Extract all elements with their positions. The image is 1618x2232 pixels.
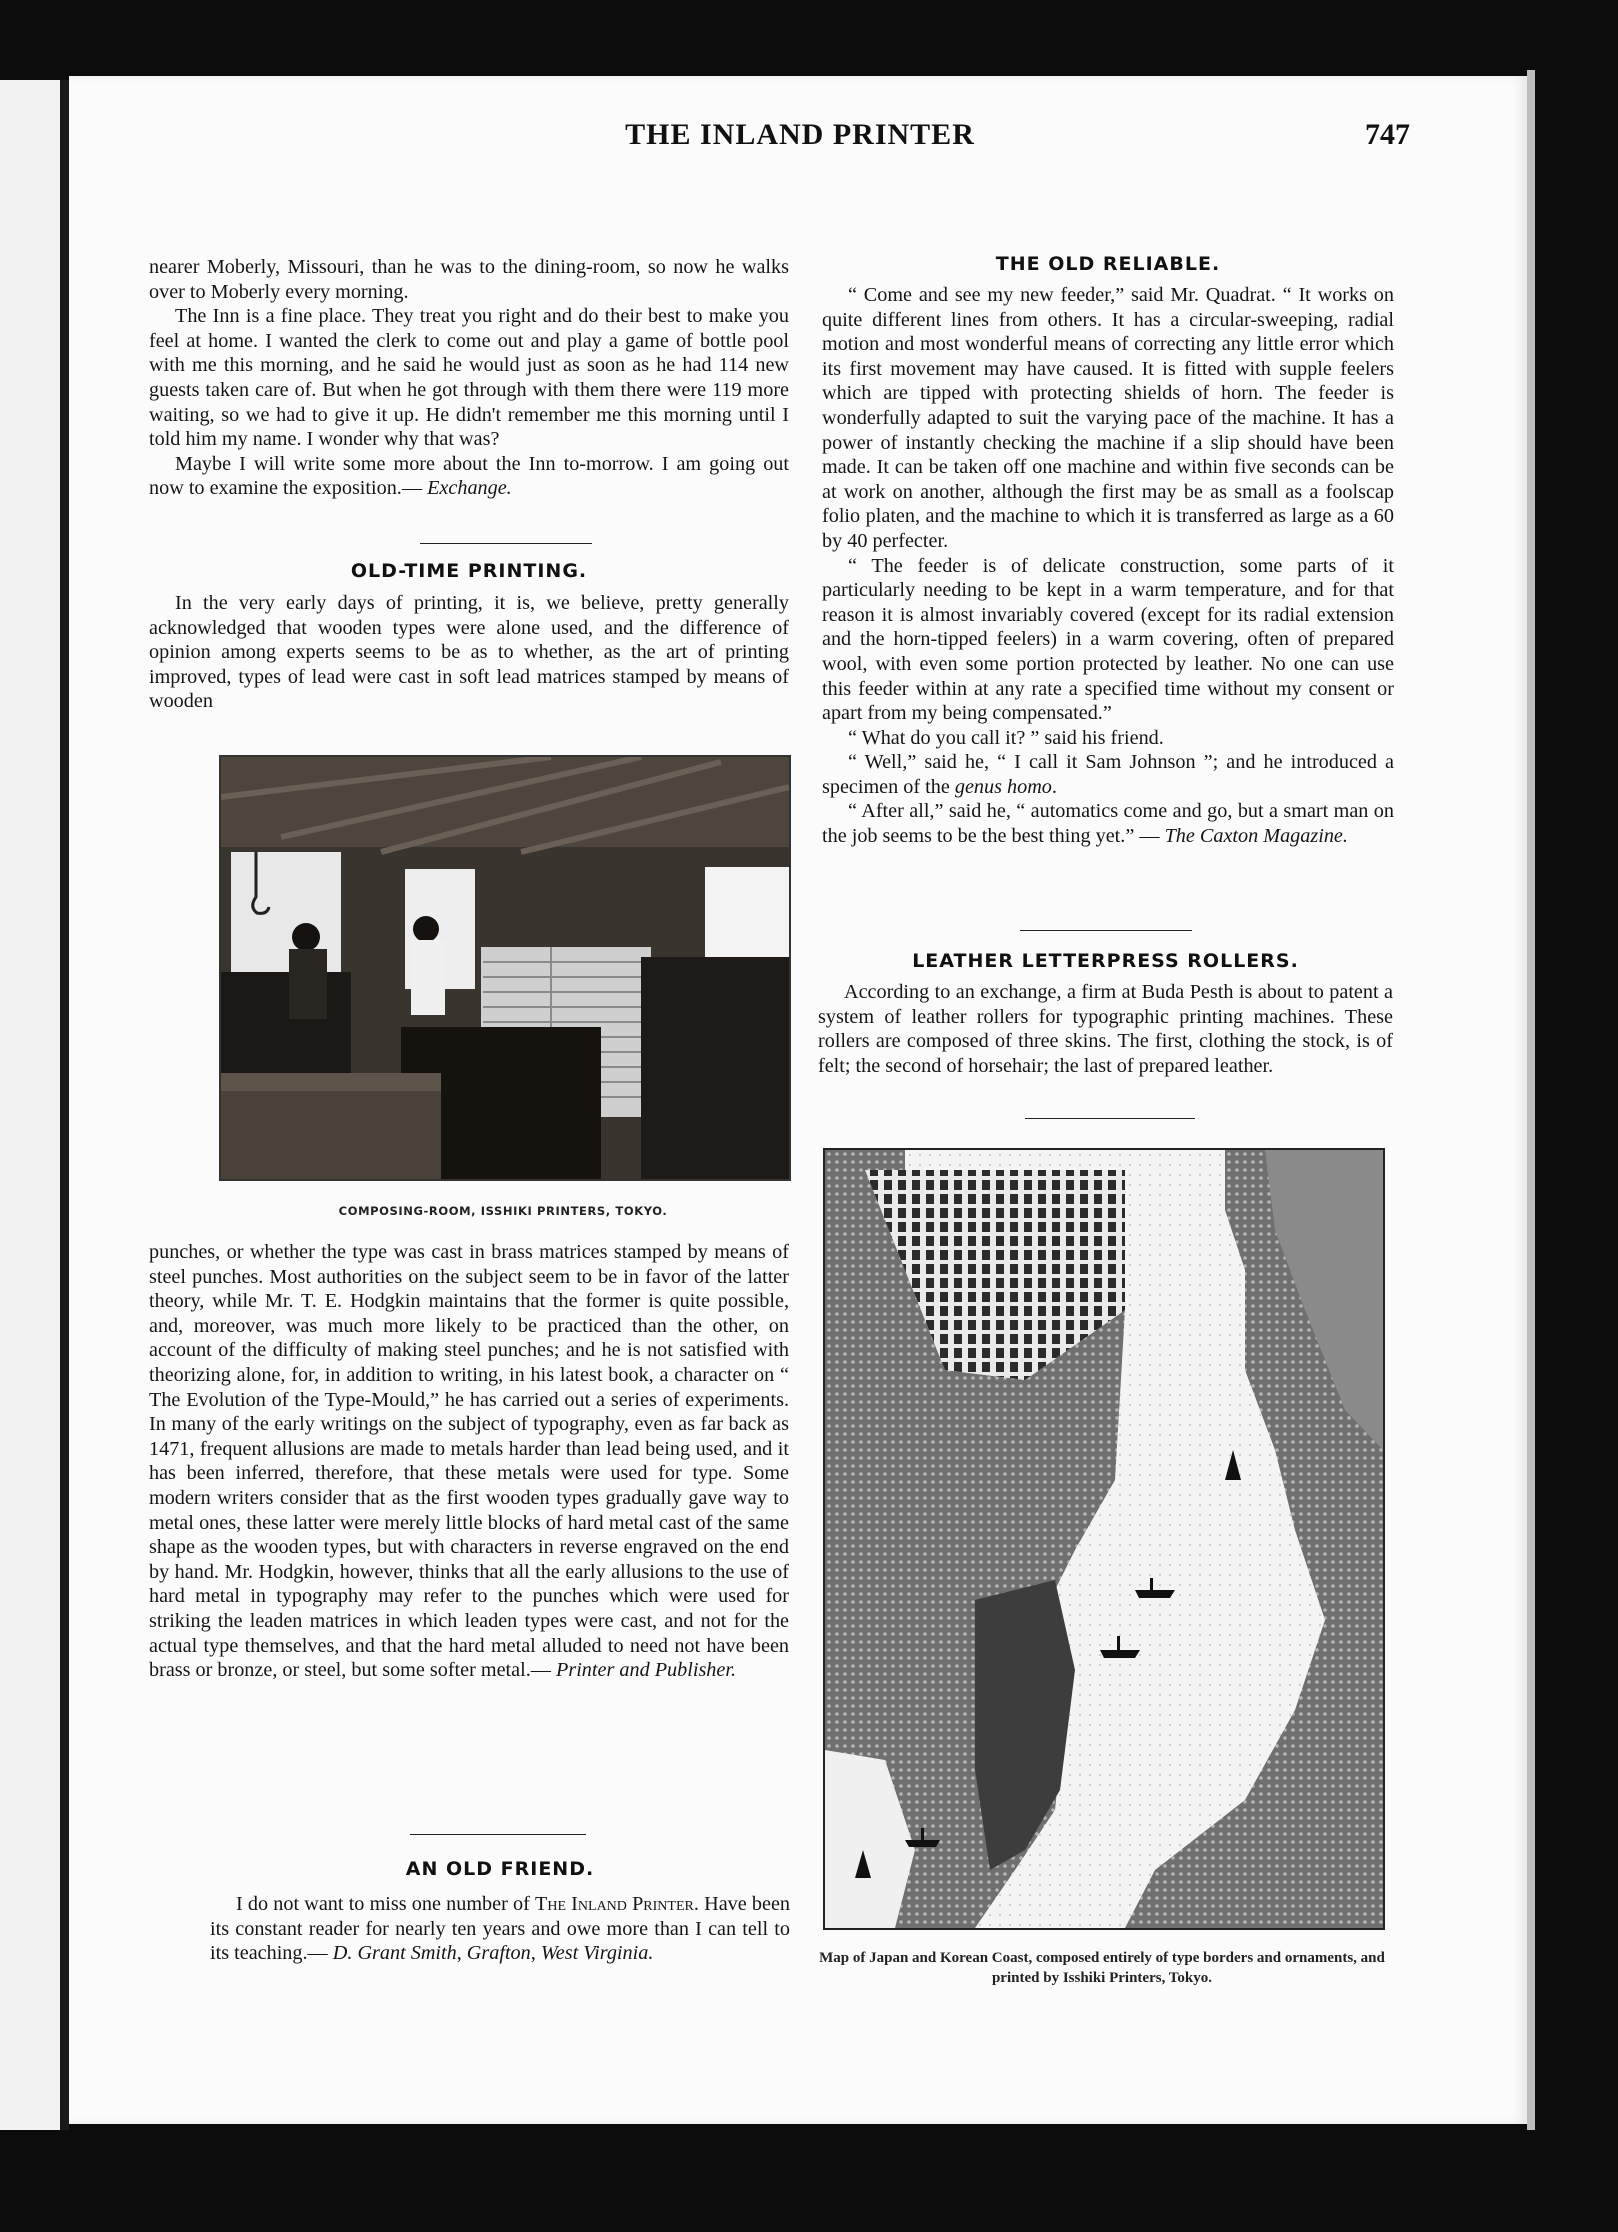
inn-source: Exchange. [427,477,512,500]
old-reliable-paragraph-5: “ After all,” said he, “ automatics come and go, but a smart man on the job seems to be the best thing yet.” — The Caxton Magazine. [822,800,1394,848]
type-ornament-map [823,1148,1385,1930]
inn-paragraph-3: Maybe I will write some more about the Inn to-morrow. I am going out now to examine the exposition.— Exchange. [149,452,789,500]
leather-rollers-section [818,950,1393,1078]
section-divider [1025,1118,1195,1119]
photo-caption: COMPOSING-ROOM, ISSHIKI PRINTERS, TOKYO. [338,1204,668,1218]
section-divider [420,543,592,544]
adjacent-page-edge [0,80,60,2130]
inn-paragraph-2: The Inn is a fine place. They treat you right and do their best to make you feel at home. I wanted the clerk to come out and play a game of bottle pool with me this morning, and he said he would just as soon as he had 114 new guests taken care of. But when he got through with them there were 119 more waiting, so we had to give it up. He didn't remember me this morning until I told him my name. I wonder why that was? [149,305,789,451]
map-caption: Map of Japan and Korean Coast, composed entirely of type borders and ornaments, and printed by Isshiki Printers, Tokyo. [819,1950,1385,1986]
leather-rollers-paragraph: According to an exchange, a firm at Buda Pesth is about to patent a system of leather rollers for typographic printing machines. These rollers are composed of three skins. The first, clothing the stock, is of felt; the second of horsehair; the last of prepared leather. [818,981,1393,1077]
old-reliable-paragraph-1: “ Come and see my new feeder,” said Mr. Quadrat. “ It works on quite different lines from others. It has a circular-sweeping, radial motion and most wonderful means of correcting any little error which its first movement may have caused. It is fitted with supple feelers which are tipped with protecting shields of horn. The feeder is wonderfully adapted to suit the varying pace of the machine. It has a power of instantly checking the machine if a slip should have been made. It can be taken off one machine and within five seconds can be at work on another, although the first may be as small as a foolscap folio platen, and the machine to which it is transferred as large as a 60 by 40 perfecter. [822,284,1394,552]
composing-room-photo [219,755,791,1181]
old-friend-heading: AN OLD FRIEND. [405,1858,595,1880]
running-header-title: THE INLAND PRINTER [625,118,975,151]
section-divider [1020,930,1192,931]
section-divider [410,1834,586,1835]
old-reliable-paragraph-4: “ Well,” said he, “ I call it Sam Johnson ”; and he introduced a specimen of the genus homo. [822,751,1394,798]
old-friend-section [210,1858,790,1966]
old-reliable-paragraph-2: “ The feeder is of delicate construction, some parts of it particularly needing to be kept in a warm temperature, and for that reason it is almost invariably covered (except for its radial extension and the horn-tipped feelers) in a warm covering, often of prepared wool, with even some portion protected by leather. No one can use this feeder within at any rate a specified time without my consent or apart from my being compensated.” [822,554,1394,725]
old-time-paragraph-1: In the very early days of printing, it is, we believe, pretty generally acknowledged that wooden types were alone used, and the difference of opinion among experts seems to be as to whether, as the art of printing improved, types of lead were cast in soft lead matrices stamped by means of wooden [149,592,789,713]
old-reliable-source: The Caxton Magazine. [1164,825,1348,848]
composing-room-illustration [221,757,789,1179]
magazine-name: The Inland Printer [535,1893,694,1915]
japan-korea-map-illustration [825,1150,1383,1928]
old-reliable-heading: THE OLD RELIABLE. [995,253,1221,275]
old-reliable-paragraph-3: “ What do you call it? ” said his friend. [848,726,1164,749]
left-column-top [149,255,789,501]
page-gutter [60,80,69,2130]
old-friend-paragraph: I do not want to miss one number of The Inland Printer. Have been its constant reader for nearly ten years and owe more than I can tell to its teaching.— D. Grant Smith, Grafton, West Virginia. [210,1893,790,1965]
page-right-edge [1527,70,1535,2130]
inn-paragraph-1: nearer Moberly, Missouri, than he was to the dining-room, so now he walks over to Moberly every morning. [149,256,789,303]
page-number: 747 [1365,118,1410,151]
old-time-source: Printer and Publisher. [556,1659,737,1682]
old-reliable-section [822,253,1394,849]
old-friend-source: D. Grant Smith, Grafton, West Virginia. [332,1942,654,1965]
old-time-printing-continued [149,1240,789,1683]
old-time-paragraph-2: punches, or whether the type was cast in brass matrices stamped by means of steel punches. Most authorities on the subject seem to be in favor of the latter theory, while Mr. T. E. Hodgkin maintains that the former is quite possible, and, moreover, was much more likely to be practiced than the other, on account of the difficulty of making steel punches; and he is not satisfied with theorizing alone, for, in addition to writing, in his latest book, a character on “ The Evolution of the Type-Mould,” he has carried out a series of experiments. In many of the early writings on the subject of typography, even as far back as 1471, frequent allusions are made to metals harder than lead being used, and it has been inferred, therefore, that these metals were used for type. Some modern writers consider that as the first wooden types gradually gave way to metal ones, these latter were merely little blocks of hard metal cast of the same shape as the wooden types, but with characters in reverse engraved on the end by hand. Mr. Hodgkin, however, thinks that all the early allusions to the use of hard metal in typography may refer to the punches which were used for striking the leaden matrices in which leaden types were cast, and not for the actual type themselves, and that the hard metal alluded to need not have been brass or bronze, or steel, but some softer metal.— Printer and Publisher. [149,1241,789,1682]
old-time-printing-section [149,560,789,714]
old-time-printing-heading: OLD-TIME PRINTING. [350,560,588,582]
genus-homo: genus homo [954,775,1052,798]
leather-rollers-heading: LEATHER LETTERPRESS ROLLERS. [912,950,1299,972]
